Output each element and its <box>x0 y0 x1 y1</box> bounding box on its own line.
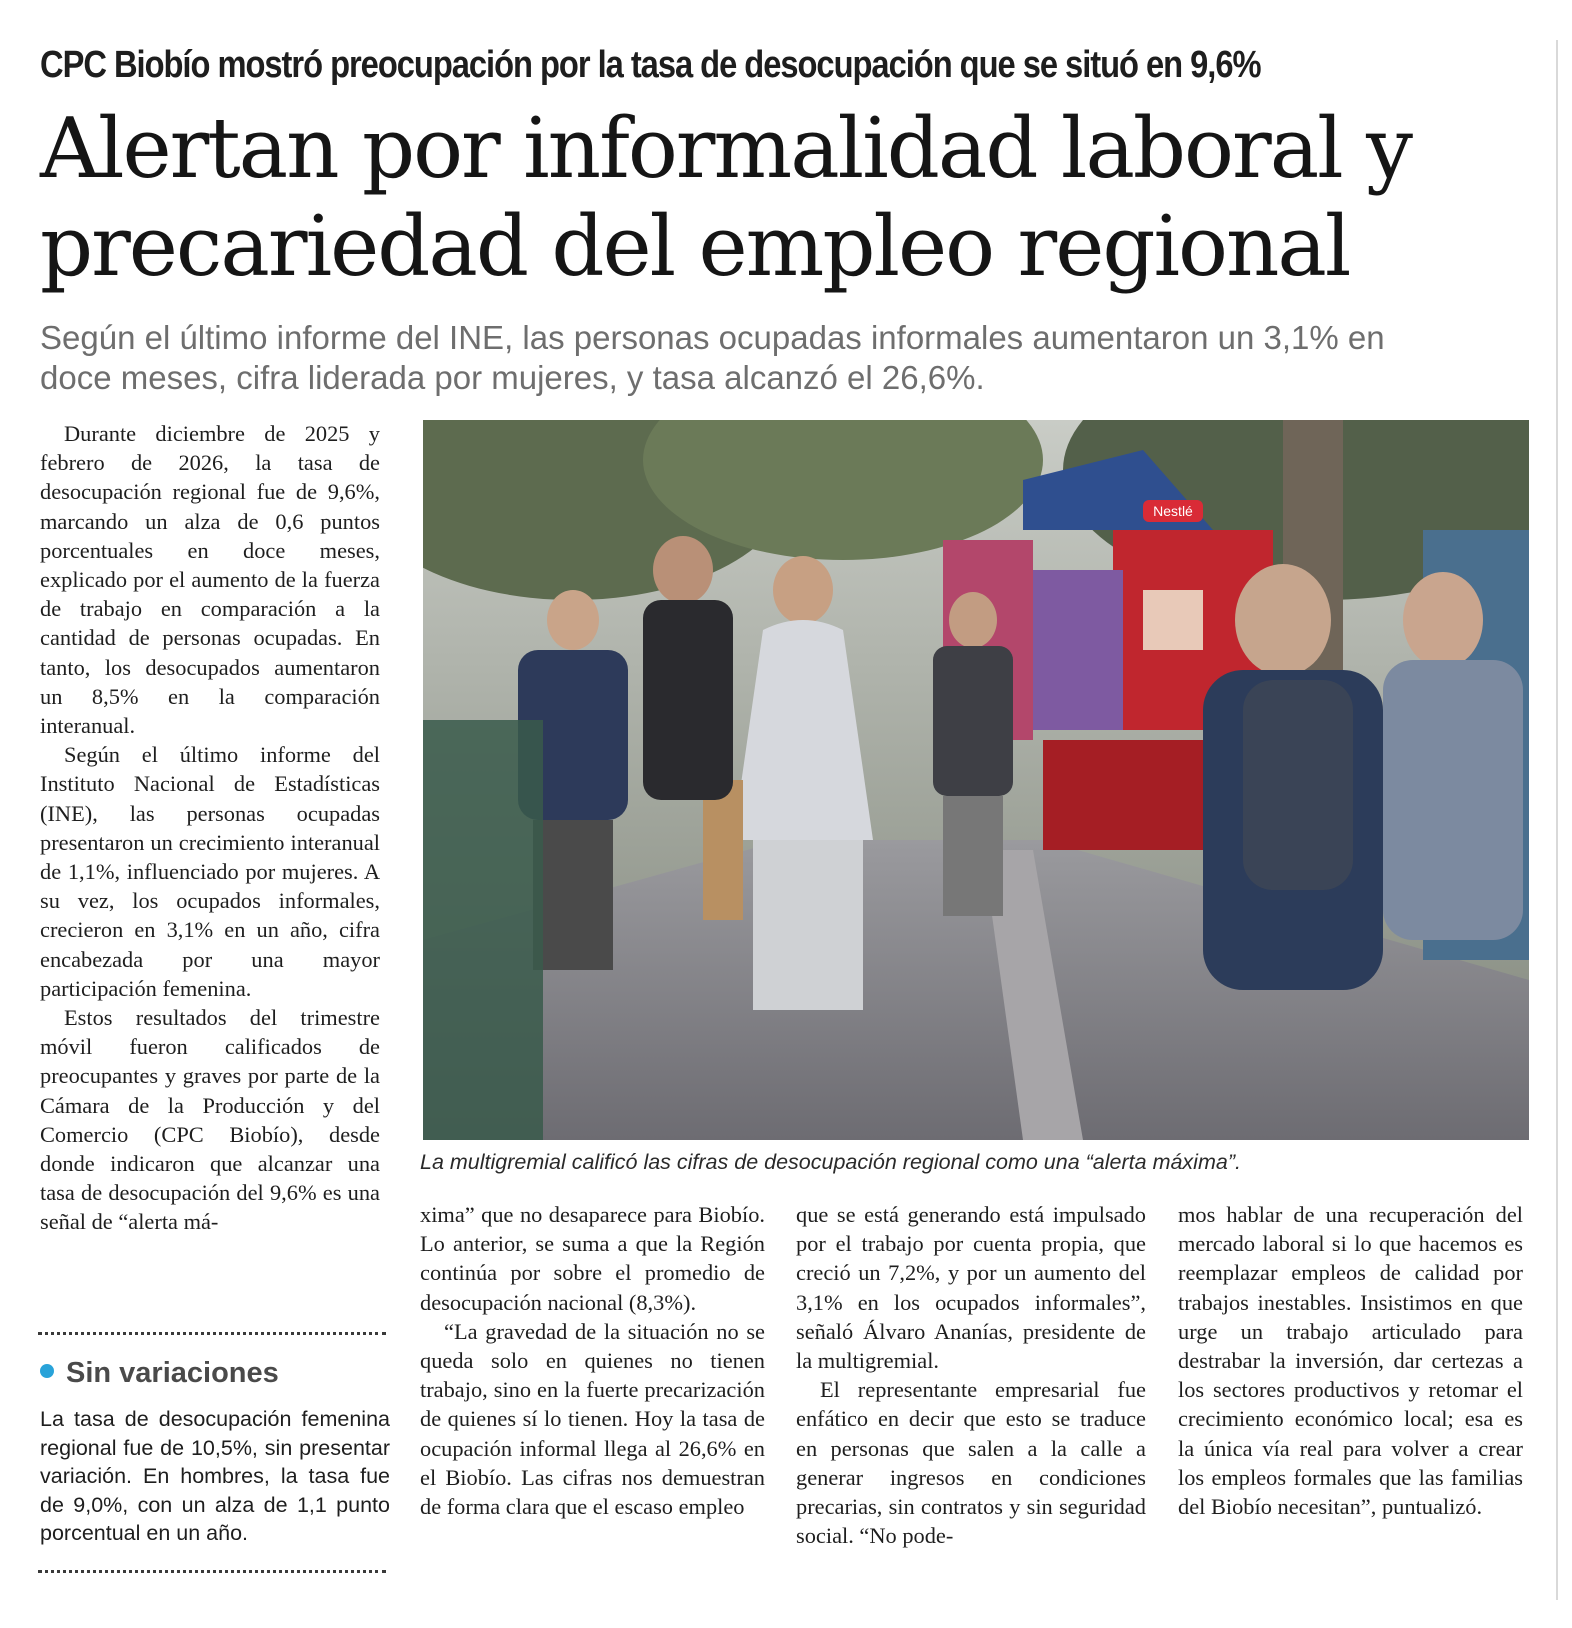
body-paragraph: que se está generando está impulsado por el trabajo por cuenta propia, que creció un 7,2%, y por un aumento del 3,1% en los ocupados informales”, señaló Álvaro Ananías, presidente de la multigremial. <box>796 1202 1146 1374</box>
headline-line-2: precariedad del empleo regional <box>40 198 1350 295</box>
body-paragraph: “La gravedad de la situación no se queda solo en quienes no tienen trabajo, sino en la fuerte precarización de quienes sí lo tienen. Hoy la tasa de ocupación informal llega al 26,6% en el Biobío. Las cifras nos demuestran de forma clara que el escaso empleo <box>420 1318 765 1520</box>
deck-line-1: Según el último informe del INE, las personas ocupadas informales aumentaron un 3,1% en <box>40 319 1385 356</box>
photo-caption: La multigremial calificó las cifras de desocupación regional como una “alerta máxima”. <box>420 1150 1241 1174</box>
sidebar-divider-bottom <box>38 1570 386 1573</box>
headline <box>40 100 1520 296</box>
body-paragraph: El representante empresarial fue enfático en decir que esto se traduce en personas que salen a la calle a generar ingresos en condiciones precarias, sin contratos y sin seguridad social. “No pode- <box>796 1377 1146 1549</box>
deck-line-2: doce meses, cifra liderada por mujeres, y tasa alcanzó el 26,6%. <box>40 359 985 396</box>
kicker: CPC Biobío mostró preocupación por la tasa de desocupación que se situó en 9,6% <box>40 44 1261 86</box>
headline-line-1: Alertan por informalidad laboral y <box>40 100 1412 197</box>
body-paragraph: Estos resultados del trimestre móvil fueron calificados de preocupantes y graves por parte de la Cámara de la Producción y del Comercio (CPC Biobío), desde donde indicaron que alcanzar una tasa de desocupación del 9,6% es una señal de “alerta má- <box>40 1005 380 1235</box>
sidebar-title <box>40 1357 279 1390</box>
street-market-photo <box>423 420 1529 1140</box>
body-column-4 <box>1178 1200 1523 1521</box>
body-paragraph: mos hablar de una recuperación del mercado laboral si lo que hacemos es reemplazar empleos de calidad por trabajos inestables. Insistimos en que urge un trabajo articulado para destrabar la inversión, dar certezas a los sectores productivos y retomar el crecimiento económico local; esa es la única vía real para volver a crear los empleos formales que las familias del Biobío necesitan”, puntualizó. <box>1178 1202 1523 1520</box>
sidebar-divider-top <box>38 1332 386 1335</box>
body-column-3 <box>796 1200 1146 1550</box>
body-column-2 <box>420 1200 765 1521</box>
body-paragraph: Durante diciembre de 2025 y febrero de 2026, la tasa de desocupación regional fue de 9,6%, marcando un alza de 0,6 puntos porcentuales en doce meses, explicado por el aumento de la fuerza de trabajo en comparación a la cantidad de personas ocupadas. En tanto, los desocupados aumentaron un 8,5% en la comparación interanual. <box>40 421 380 739</box>
sidebar-title-text: Sin variaciones <box>66 1357 279 1389</box>
body-column-1 <box>40 419 380 1237</box>
sidebar-body: La tasa de desocupación femenina regional fue de 10,5%, sin presentar variación. En hombres, la tasa fue de 9,0%, con un alza de 1,1 punto porcentual en un año. <box>40 1407 390 1546</box>
bullet-icon <box>40 1364 54 1378</box>
body-paragraph: xima” que no desaparece para Biobío. Lo anterior, se suma a que la Región continúa por sobre el promedio de desocupación nacional (8,3%). <box>420 1202 765 1315</box>
body-paragraph: Según el último informe del Instituto Nacional de Estadísticas (INE), las personas ocupadas presentaron un crecimiento interanual de 1,1%, influenciado por mujeres. A su vez, los ocupados informales, crecieron en 3,1% en un año, cifra encabezada por una mayor participación femenina. <box>40 742 380 1001</box>
deck <box>40 318 1540 398</box>
column-rule <box>1556 40 1558 1600</box>
umbrella-brand-text: Nestlé <box>1153 503 1193 519</box>
